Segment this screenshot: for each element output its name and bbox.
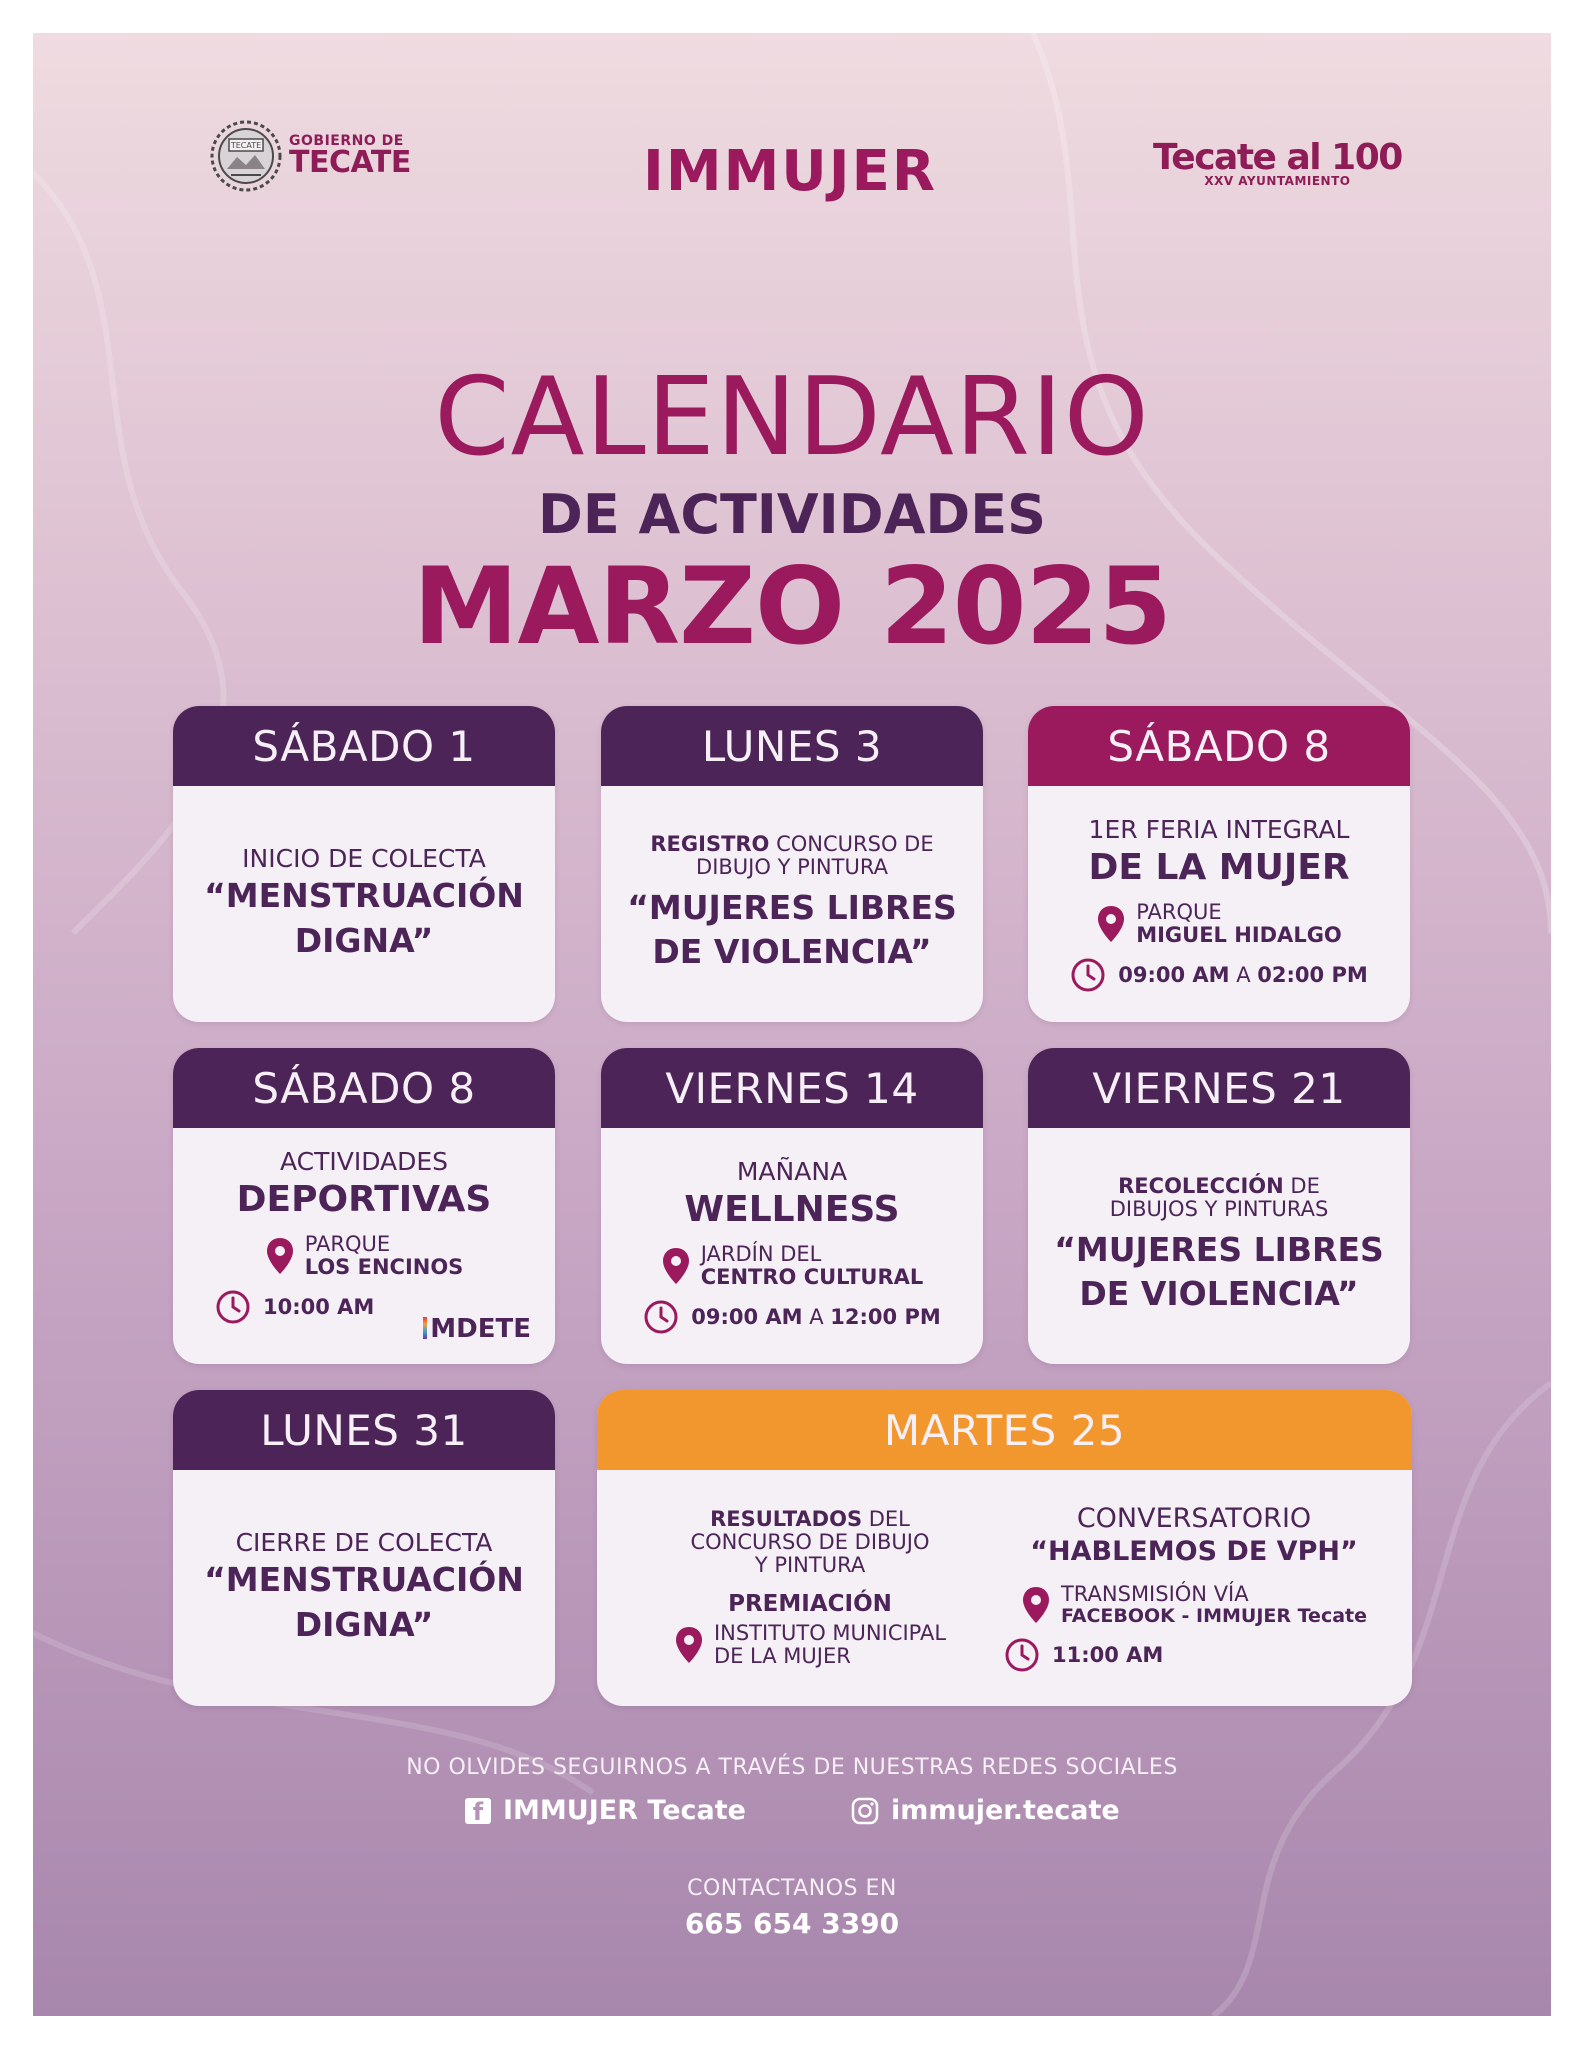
event-line: DEL (862, 1507, 910, 1532)
time-start: 09:00 AM (1118, 963, 1230, 988)
card-day-header: SÁBADO 8 (173, 1048, 555, 1128)
location-line: DE LA MUJER (713, 1643, 851, 1668)
event-line: MAÑANA (736, 1156, 848, 1186)
time-start: 09:00 AM (691, 1305, 803, 1330)
card-day-header: LUNES 3 (601, 706, 983, 786)
event-title: DIGNA” (294, 921, 434, 960)
tecate-al-100-logo (1153, 137, 1402, 188)
card-day-header: MARTES 25 (597, 1390, 1412, 1470)
event-line: Y PINTURA (754, 1553, 866, 1578)
contact-phone[interactable]: 665 654 3390 (684, 1907, 900, 1940)
event-line: DE (1283, 1174, 1320, 1199)
event-card-sabado-8-feria (1028, 706, 1410, 1022)
title-de-actividades: DE ACTIVIDADES (538, 483, 1046, 546)
event-location (1096, 901, 1342, 947)
clock-icon (1070, 957, 1106, 993)
seal-text: TECATE (230, 141, 262, 150)
time-separator: A (802, 1305, 831, 1330)
event-title: “MUJERES LIBRES (627, 887, 957, 927)
instagram-handle: immujer.tecate (891, 1795, 1120, 1826)
location-line: PARQUE (304, 1232, 391, 1257)
location-name: CENTRO CULTURAL (700, 1265, 924, 1290)
location-pin-icon (265, 1236, 295, 1276)
event-keyword: RECOLECCIÓN (1118, 1174, 1284, 1199)
tecate-seal-icon (209, 119, 283, 193)
event-card-sabado-8-deportivas (173, 1048, 555, 1364)
background-curves (33, 33, 1551, 2016)
title-calendario: CALENDARIO (434, 355, 1150, 480)
event-title: WELLNESS (684, 1188, 900, 1230)
martes-25-left-column (625, 1470, 995, 1706)
event-line: CONVERSATORIO (1076, 1503, 1312, 1535)
event-line: INICIO DE COLECTA (242, 844, 486, 874)
clock-icon (215, 1289, 251, 1325)
location-line: PARQUE (1136, 900, 1222, 925)
event-line: 1ER FERIA INTEGRAL (1088, 814, 1350, 844)
event-title: DE VIOLENCIA” (1079, 1274, 1359, 1314)
event-title: DE LA MUJER (1088, 846, 1350, 888)
location-pin-icon (661, 1246, 691, 1286)
card-day-header: VIERNES 21 (1028, 1048, 1410, 1128)
card-day-header: SÁBADO 8 (1028, 706, 1410, 786)
event-title: “MUJERES LIBRES (1054, 1229, 1384, 1269)
event-line: CONCURSO DE DIBUJO (690, 1530, 930, 1555)
event-keyword: RESULTADOS (710, 1507, 863, 1532)
event-title: DE VIOLENCIA” (652, 932, 932, 972)
event-line: DIBUJOS Y PINTURAS (1109, 1197, 1329, 1222)
card-day-header: SÁBADO 1 (173, 706, 555, 786)
time-start: 11:00 AM (1052, 1642, 1164, 1667)
martes-25-right-column (1004, 1470, 1384, 1706)
clock-icon (1004, 1637, 1040, 1673)
gobierno-tecate-logo (209, 119, 411, 193)
event-card-viernes-21 (1028, 1048, 1410, 1364)
poster (33, 33, 1551, 2016)
tecate-label: TECATE (289, 145, 411, 180)
gobierno-label: GOBIERNO DE (289, 133, 404, 149)
card-day-header: LUNES 31 (173, 1390, 555, 1470)
time-separator: A (1229, 963, 1258, 988)
event-title: “MENSTRUACIÓN (204, 876, 524, 916)
event-line: CIERRE DE COLECTA (235, 1528, 493, 1558)
event-card-martes-25 (597, 1390, 1412, 1706)
contact-label: CONTACTANOS EN (687, 1876, 897, 1901)
event-time (215, 1289, 374, 1325)
award-label: PREMIACIÓN (728, 1591, 892, 1618)
clock-icon (643, 1299, 679, 1335)
location-name: LOS ENCINOS (304, 1255, 464, 1280)
card-day-header: VIERNES 14 (601, 1048, 983, 1128)
event-location (265, 1233, 464, 1279)
mdete-logo (423, 1314, 531, 1344)
event-title: “HABLEMOS DE VPH” (1030, 1535, 1358, 1567)
event-time (643, 1299, 940, 1335)
event-card-sabado-1 (173, 706, 555, 1022)
event-title: DIGNA” (294, 1605, 434, 1644)
facebook-handle: IMMUJER Tecate (503, 1795, 746, 1826)
location-line: INSTITUTO MUNICIPAL (713, 1620, 947, 1645)
immujer-logo: IMMUJER (643, 139, 937, 204)
event-card-viernes-14 (601, 1048, 983, 1364)
location-line: JARDÍN DEL (700, 1242, 822, 1267)
event-card-lunes-31 (173, 1390, 555, 1706)
event-line: CONCURSO DE (769, 832, 934, 857)
event-card-lunes-3 (601, 706, 983, 1022)
location-name: FACEBOOK - IMMUJER Tecate (1060, 1604, 1368, 1627)
location-pin-icon (674, 1625, 704, 1665)
social-follow-note: NO OLVIDES SEGUIRNOS A TRAVÉS DE NUESTRAS REDES SOCIALES (406, 1755, 1178, 1780)
event-time (1004, 1637, 1163, 1673)
location-name: MIGUEL HIDALGO (1136, 923, 1342, 948)
event-title: “MENSTRUACIÓN (204, 1560, 524, 1600)
facebook-icon: f (465, 1798, 491, 1824)
mdete-wordmark: MDETE (430, 1314, 531, 1344)
instagram-icon (851, 1797, 879, 1825)
time-end: 12:00 PM (830, 1305, 941, 1330)
ayuntamiento-label: XXV AYUNTAMIENTO (1204, 174, 1351, 188)
location-pin-icon (1021, 1585, 1051, 1625)
event-location (1021, 1583, 1367, 1627)
event-line: DIBUJO Y PINTURA (696, 855, 888, 880)
event-keyword: REGISTRO (650, 832, 770, 857)
instagram-link[interactable] (851, 1795, 1120, 1826)
location-pin-icon (1096, 904, 1126, 944)
event-line: ACTIVIDADES (279, 1146, 449, 1176)
event-time (1070, 957, 1367, 993)
facebook-link[interactable] (465, 1795, 746, 1826)
event-title: DEPORTIVAS (236, 1178, 492, 1220)
event-location (674, 1622, 946, 1668)
time-start: 10:00 AM (263, 1295, 375, 1320)
time-end: 02:00 PM (1257, 963, 1368, 988)
event-location (661, 1243, 924, 1289)
location-line: TRANSMISIÓN VÍA (1060, 1581, 1249, 1606)
title-month-year: MARZO 2025 (412, 545, 1172, 668)
tecate-al-100-wordmark: Tecate al 100 (1153, 137, 1402, 178)
